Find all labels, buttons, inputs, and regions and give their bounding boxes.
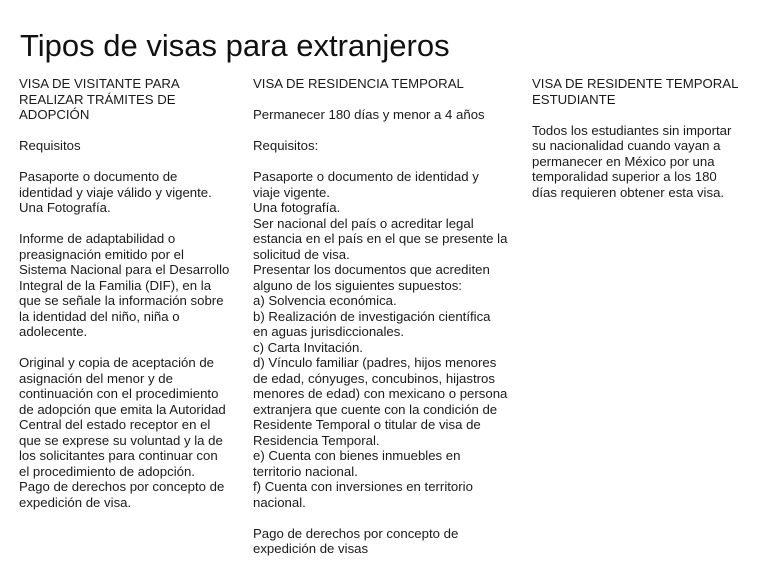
paragraph: Pago de derechos por concepto de expedición de visas <box>253 525 459 556</box>
page-title: Tipos de visas para extranjeros <box>20 28 450 63</box>
requirements-label: Requisitos <box>19 138 81 153</box>
paragraph: Todos los estudiantes sin importar su nacionalidad cuando vayan a permanecer en México por una temporalidad superior a los 180 días requieren obtener esta visa. <box>532 122 732 200</box>
column-heading: VISA DE VISITANTE PARA REALIZAR TRÁMITES DE ADOPCIÓN <box>19 76 180 122</box>
column-visa-residencia-temporal <box>253 76 521 557</box>
paragraph: Pasaporte o documento de identidad y viaje vigente. Una fotografía. Ser nacional del país o acreditar legal estancia en el país en el que se presente la solicitud de visa. Presentar los documentos que acrediten alguno de los siguientes supuestos: a) Solvencia económica. b) Realización de investigación científica en aguas jurisdiccionales. c) Carta Invitación. d) Vínculo familiar (padres, hijos menores de edad, cónyuges, concubinos, hijastros menores de edad) con mexicano o persona extranjera que cuente con la condición de Residente Temporal o titular de visa de Residencia Temporal. e) Cuenta con bienes inmuebles en territorio nacional. f) Cuenta con inversiones en territorio nacional. <box>253 169 508 510</box>
requirements-label: Requisitos: <box>253 138 319 153</box>
column-heading: VISA DE RESIDENTE TEMPORAL ESTUDIANTE <box>532 76 739 107</box>
column-heading: VISA DE RESIDENCIA TEMPORAL <box>253 76 464 91</box>
column-visa-residente-estudiante <box>532 76 758 200</box>
paragraph: Informe de adaptabilidad o preasignación emitido por el Sistema Nacional para el Desarrollo Integral de la Familia (DIF), en la que se señale la información sobre la identidad del niño, niña o adolecente. <box>19 231 230 339</box>
paragraph: Permanecer 180 días y menor a 4 años <box>253 107 485 122</box>
column-visa-adopcion <box>19 76 241 510</box>
paragraph: Original y copia de aceptación de asignación del menor y de continuación con el procedimiento de adopción que emita la Autoridad Central del estado receptor en el que se exprese su voluntad y la de los solicitantes para continuar con el procedimiento de adopción. Pago de derechos por concepto de expedición de visa. <box>19 355 226 510</box>
paragraph: Pasaporte o documento de identidad y viaje válido y vigente. Una Fotografía. <box>19 169 212 215</box>
